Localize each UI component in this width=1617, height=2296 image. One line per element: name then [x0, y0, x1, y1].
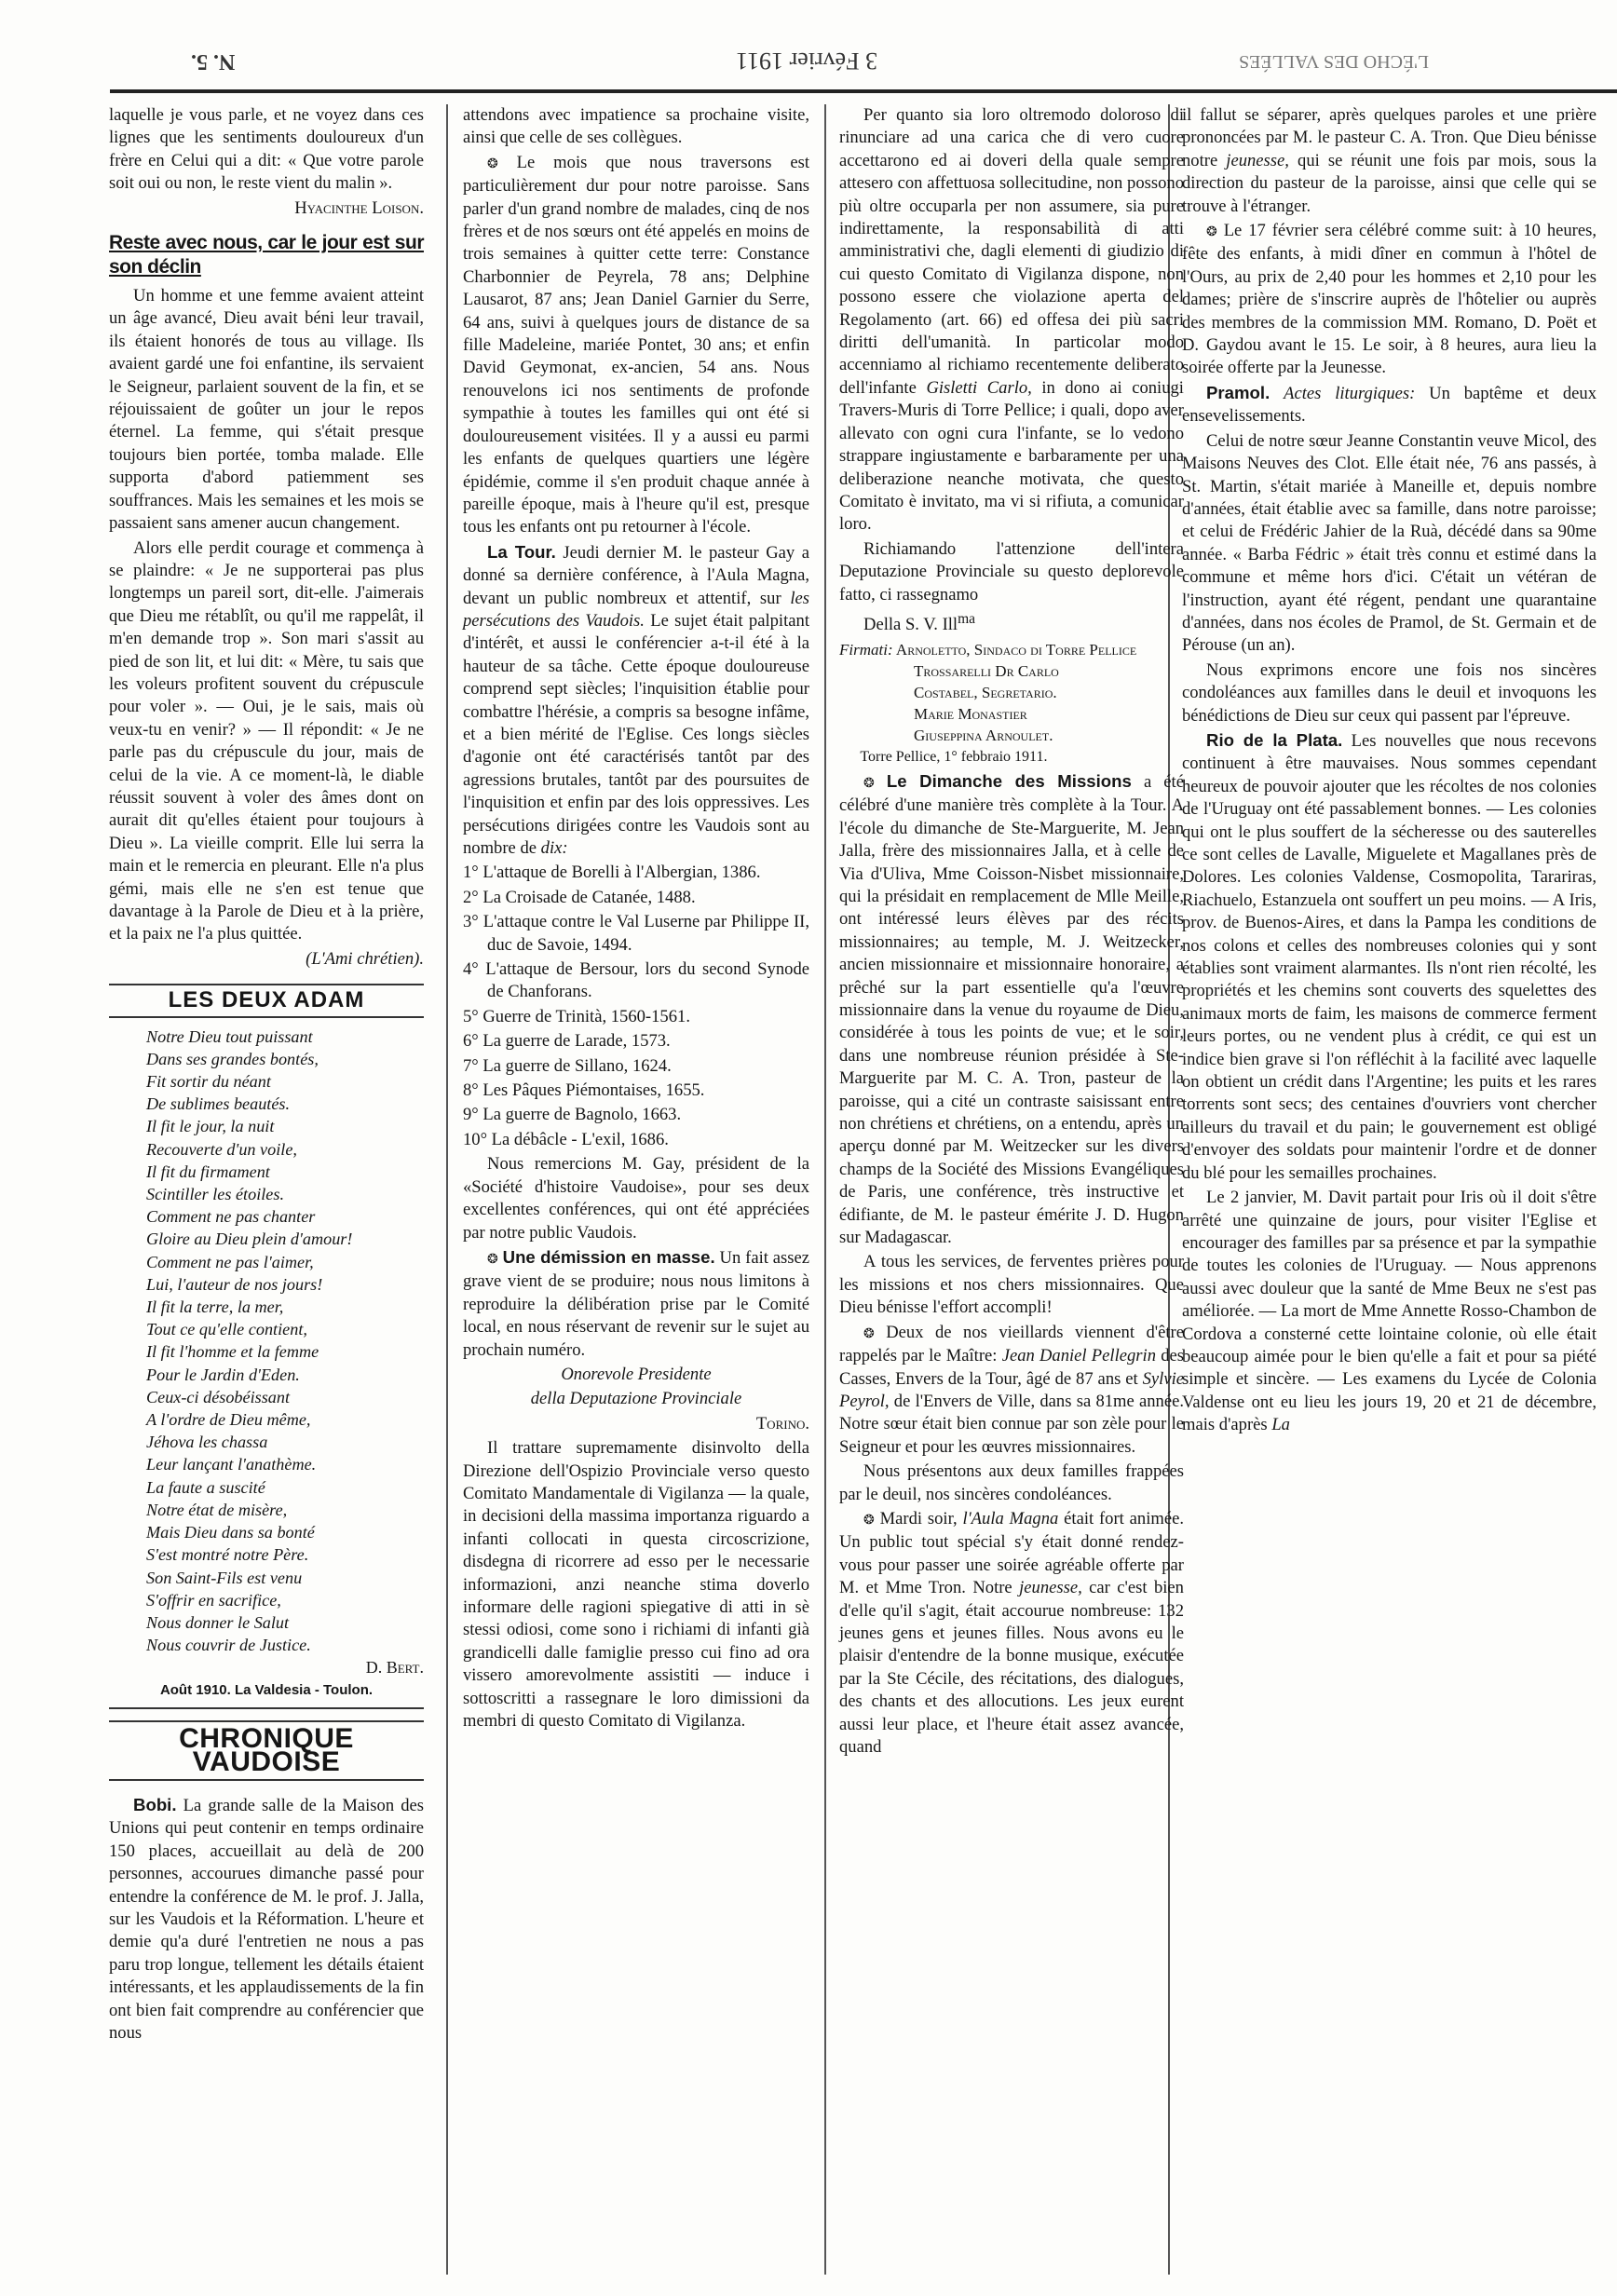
- poem-line: A l'ordre de Dieu même,: [146, 1410, 311, 1430]
- paragraph-text: Per quanto sia loro oltremodo doloroso di rinunciare ad una carica che di vero cuore accettarono ed ai doveri della quale sempre attesero con affettuosa sollecitudine, non possono più oltre occuparla per non assumere, sia pure indirettamente, la responsabilità di atti amministrativi che, dagli elementi di giudizio di cui questo Comitato di Vigilanza dispone, non possono essere che violazione aperta del Regolamento (art. 66) ed offesa dei più sacri diritti dell'umanità. In particolar modo accenniamo al richiamo recentemente deliberato dell'infante: [839, 105, 1184, 398]
- list-item: 9° La guerre de Bagnolo, 1663.: [463, 1105, 682, 1125]
- poem-line: Fit sortir du néant: [146, 1072, 271, 1092]
- italic-text: jeunesse,: [1226, 150, 1289, 170]
- signer-name: Trossarelli Dr Carlo: [914, 661, 1059, 680]
- paragraph: Nous présentons aux deux familles frappées par le deuil, nos sincères condoléances.: [839, 1461, 1184, 1504]
- paragraph-text: Deux de nos vieillards viennent d'être rappelés par le Maître:: [839, 1322, 1184, 1366]
- poem-line: Il fit la terre, la mer,: [146, 1297, 284, 1317]
- persecution-list: [463, 862, 809, 1151]
- list-item: 3° L'attaque contre le Val Luserne par Philippe II, duc de Savoie, 1494.: [463, 912, 809, 955]
- item-bullet-icon: ❂: [863, 1325, 875, 1341]
- poem-line: Nous couvrir de Justice.: [146, 1636, 311, 1655]
- paragraph-text: Mardi soir,: [879, 1508, 958, 1528]
- list-item: 6° La guerre de Larade, 1573.: [463, 1031, 671, 1052]
- column-4: [1182, 104, 1597, 1439]
- italic-text: dix:: [540, 838, 568, 858]
- item-bullet-icon: ❂: [1206, 224, 1217, 240]
- header-rule: [110, 89, 1617, 93]
- signer-name: Arnoletto, Sindaco di Torre Pellice: [895, 640, 1137, 659]
- italic-text: Sylvie Peyrol,: [839, 1368, 1184, 1411]
- paragraph: [463, 152, 809, 539]
- poem-source: Août 1910. La Valdesia - Toulon.: [109, 1679, 424, 1709]
- paragraph: Il trattare supremamente disinvolto della Direzione dell'Ospizio Provinciale verso questo Comitato Mandamentale di Vigilanza — la quale, in decisioni della massima importanza riguardo a infanti collocati in questa circoscrizione, disdegna di ricorrere ad esso per le necessarie informazioni, anzi neanche stima doverlo informare delle ragioni spiegative di atti in sè stessi odiosi, come sono i richiami di infanti già grandicelli dalle famiglie presso cui fino ad ora vissero amorevolmente assistiti — induce i sottoscritti a rassegnare le loro dimissioni da membri di questo Comitato di Vigilanza.: [463, 1438, 809, 1732]
- poem-line: Son Saint-Fils est venu: [146, 1568, 303, 1587]
- list-item: 10° La débâcle - L'exil, 1686.: [463, 1129, 669, 1149]
- paragraph: [109, 1794, 424, 2045]
- paragraph-text: était fort animée. Un public tout spécial s'y était donné rendez-vous pour passer une soirée agréable offerte par M. et Mme Tron. Notre: [839, 1508, 1185, 1598]
- paragraph: [463, 541, 809, 861]
- poem-line: Scintiller les étoiles.: [146, 1185, 284, 1204]
- poem-line: Dans ses grandes bontés,: [146, 1049, 319, 1068]
- list-item: 2° La Croisade de Catanée, 1488.: [463, 887, 696, 907]
- list-item: 7° La guerre de Sillano, 1624.: [463, 1055, 672, 1076]
- address-line: Torino.: [755, 1413, 809, 1433]
- paragraph-text: des Casses, Envers de la Tour, âgé de 87 ans et: [839, 1346, 1185, 1389]
- column-rule: [824, 104, 826, 2275]
- item-title: Le Dimanche des Missions: [886, 770, 1132, 791]
- italic-text: les persécutions des Vaudois.: [463, 588, 809, 631]
- salutation: [839, 608, 1184, 637]
- paper-name: L'ÉCHO DES VALLÉES: [1239, 51, 1429, 72]
- paragraph-text: Un fait assez grave vient de se produire; nous nous limitons à reproduire la délibération prise par le Comité local, en nous réservant de revenir sur le sujet au prochain numéro.: [463, 1247, 809, 1360]
- section-title: CHRONIQUE VAUDOISE: [109, 1720, 424, 1781]
- address-line: della Deputazione Provinciale: [530, 1389, 742, 1409]
- poem-line: Recouverte d'un voile,: [146, 1139, 297, 1159]
- paragraph: [463, 1246, 809, 1362]
- item-title: Une démission en masse.: [502, 1246, 715, 1267]
- place-name: Pramol.: [1206, 382, 1270, 402]
- paragraph: [1182, 1187, 1597, 1436]
- italic-text: Jean Daniel Pellegrin: [1001, 1346, 1156, 1366]
- paragraph: Richiamando l'attenzione dell'intera Deputazione Provinciale su questo deplorevole fatto, ci rassegnamo: [839, 538, 1184, 605]
- poem-line: Notre Dieu tout puissant: [146, 1026, 313, 1046]
- issue-date: 3 Février 1911: [736, 48, 878, 75]
- place-date: Torre Pellice, 1° febbraio 1911.: [860, 748, 1048, 765]
- signature: Hyacinthe Loison.: [294, 197, 424, 218]
- paragraph-text: Les nouvelles que nous recevons continuent à être mauvaises. Nous sommes cependant heureux de pouvoir ajouter que les récoltes de nos colonies de l'Uruguay ont été passablement bonnes. — Les colonies qui ont le plus souffert de la sécheresse ou des sauterelles ce sont celles de Lavalle, Miguelete et Magallanes près de Dolores. Les colonies Valdense, Cosmopolita, Tarariras, Riachuelo, Estanzuela ont souffert un peu moins. — A Iris, prov. de Buenos-Aires, et dans la Pampa les conditions de nos colons et celles des nombreuses colonies qui y sont établies sont vraiment alarmantes. Ils n'ont rien récolté, les propriétés et les chemins sont couverts des squelettes des animaux morts de faim, les maisons de commerce ferment leurs portes, ou ne vendent plus à crédit, ce qui est un indice bien grave si l'on réfléchit à la facilité avec laquelle on obtient un crédit dans l'Argentine; les puits et les rares torrents sont secs; des centaines d'ouvriers vont chercher ailleurs du travail et du pain; le gouvernement est obligé d'envoyer des soldats pour maintenir l'ordre et de donner du blé pour les semailles prochaines.: [1182, 730, 1597, 1183]
- list-item: 5° Guerre de Trinità, 1560-1561.: [463, 1006, 690, 1026]
- article-title: Reste avec nous, car le jour est sur son déclin: [109, 232, 424, 279]
- article-source: (L'Ami chrétien).: [306, 948, 424, 969]
- italic-text: l'Aula Magna: [962, 1508, 1059, 1528]
- poem-line: S'est montré notre Père.: [146, 1545, 309, 1565]
- page-number: N. 5.: [191, 49, 236, 74]
- paragraph: attendons avec impatience sa prochaine visite, ainsi que celle de ses collègues.: [463, 105, 809, 148]
- italic-text: Gisletti Carlo,: [926, 377, 1032, 398]
- list-item: 8° Les Pâques Piémontaises, 1655.: [463, 1080, 705, 1101]
- italic-text: jeunesse,: [1019, 1578, 1082, 1598]
- poem-line: Il fit du firmament: [146, 1162, 270, 1181]
- poem-line: Mais Dieu dans sa bonté: [146, 1523, 315, 1542]
- paragraph: A tous les services, de ferventes prières pour les missions et nos chers missionnaires. Que Dieu bénisse l'effort accompli!: [839, 1252, 1184, 1318]
- poem-line: Lui, l'auteur de nos jours!: [146, 1274, 323, 1294]
- signers-list: [839, 639, 1184, 746]
- signer-name: Marie Monastier: [914, 704, 1027, 723]
- poem-line: Tout ce qu'elle contient,: [146, 1320, 307, 1339]
- place-name: La Tour.: [487, 541, 556, 562]
- salutation-sup: ma: [958, 610, 976, 627]
- place-name: Bobi.: [133, 1794, 177, 1814]
- item-bullet-icon: ❂: [487, 1251, 498, 1267]
- paragraph: [1182, 104, 1597, 218]
- paragraph: Nous exprimons encore une fois nos sincères condoléances aux familles dans le deuil et invoquons les bénédictions de Dieu sur ceux qui passent par l'épreuve.: [1182, 659, 1597, 726]
- paragraph-text: il fallut se séparer, après quelques paroles et une prière prononcées par M. le pasteur C. A. Tron. Que Dieu bénisse notre: [1182, 105, 1597, 170]
- poem-line: Comment ne pas l'aimer,: [146, 1252, 314, 1271]
- paragraph-text: Jeudi dernier M. le pasteur Gay a donné sa dernière conférence, à l'Aula Magna, devant un public nombreux et attentif, sur: [463, 542, 809, 608]
- paragraph-text: Le sujet était palpitant d'intérêt, et aussi le conférencier a-t-il été à la hauteur de sa tâche. Cette époque douloureuse comprend sept siècles; l'inquisition établie pour combattre l'hérésie, a compris sa besogne infâme, et a bien mérité de l'Eglise. Ces longs siècles d'agonie ont été caractérisés tantôt par des agressions brutales, tantôt par des poursuites de l'inquisition et enfin par des lois oppressives. Les persécutions dirigées contre les Vaudois sont au nombre de: [463, 610, 809, 858]
- item-bullet-icon: ❂: [487, 156, 498, 171]
- column-rule: [446, 104, 448, 2275]
- paragraph: [839, 1508, 1184, 1759]
- column-3: [839, 104, 1184, 1760]
- paragraph: Nous remercions M. Gay, président de la «Société d'histoire Vaudoise», pour ses deux excellentes conférences, qui ont été appréciées par notre public Vaudois.: [463, 1154, 809, 1243]
- poem-line: Notre état de misère,: [146, 1500, 288, 1519]
- paragraph-text: de l'Envers de Ville, dans sa 81me année. Notre sœur était bien connue par son zèle pour le Seigneur et pour les œuvres missionnaires.: [839, 1391, 1184, 1457]
- paragraph: [1182, 220, 1597, 380]
- poem-line: Gloire au Dieu plein d'amour!: [146, 1230, 353, 1249]
- address-line: Onorevole Presidente: [561, 1364, 712, 1384]
- poem-line: Ceux-ci désobéissant: [146, 1387, 291, 1406]
- signers-label: Firmati:: [839, 640, 893, 659]
- item-bullet-icon: ❂: [863, 1512, 875, 1528]
- poem-line: Comment ne pas chanter: [146, 1207, 316, 1227]
- poem-line: Jéhova les chassa: [146, 1433, 268, 1452]
- paragraph: [839, 104, 1184, 537]
- place-name: Rio de la Plata.: [1206, 729, 1343, 750]
- paragraph: [1182, 382, 1597, 428]
- paragraph-text: Le mois que nous traversons est particulièrement dur pour notre paroisse. Sans parler d'un grand nombre de malades, cinq de nos frères et de nos sœurs ont été appelés en moins de trois semaines à quitter cette terre: Constance Charbonnier de Peyrela, 78 ans; Delphine Lausarot, 87 ans; Jean Daniel Garnier du Serre, 64 ans, suivi à quelques jours de distance de sa fille Madeleine, mariée Pontet, 30 ans; et enfin David Geymonat, ex-ancien, 54 ans. Nous renouvelons ici nos sentiments de profonde sympathie à toutes les familles qui ont été si douloureusement visitées. Il y a aussi eu parmi les enfants de quelques quartiers une légère épidémie, comme il s'en produit chaque année à pareille époque, mais à l'heure qu'il est, presque tous les enfants ont pu retourner à l'école.: [463, 152, 809, 537]
- paragraph-text: Un baptême et deux ensevelissements.: [1182, 383, 1597, 427]
- poem-title: LES DEUX ADAM: [109, 984, 424, 1017]
- paragraph-text: a été célébré d'une manière très complète à la Tour. A l'école du dimanche de Ste-Marguerite, M. Jean Jalla, frère des missionnaires Jalla, et à celle de Via d'Uliva, Mme Coisson-Nisbet missionnaire, qui la présidait en remplacement de Mlle Meille, ont intéressé leurs élèves par des récits missionnaires; au temple, M. J. Weitzecker, ancien missionnaire et missionnaire honoraire, a prêché sur la part essentielle qu'a l'œuvre missionnaire dans la venue du royaume de Dieu, considérée à tous les points de vue; et le soir, dans une nombreuse réunion présidée à Ste-Marguerite par M. C. A. Tron, pasteur de la paroisse, qui a cité un contraste saisissant entre non chrétiens et chrétiens, on a entendu, après un aperçu donné par M. Weitzecker sur les divers champs de la Société des Missions Evangéliques de Paris, une conférence, très instructive et édifiante, de M. le pasteur émérite J. D. Hugon sur Madagascar.: [839, 771, 1184, 1248]
- poem-line: Pour le Jardin d'Eden.: [146, 1365, 300, 1384]
- paragraph: [1182, 729, 1597, 1185]
- paragraph-text: car c'est bien d'elle qu'il s'agit, était accourue nombreuse: 132 jeunes gens et jeunes filles. Nous avons eu le plaisir d'entendre de la bonne musique, exécutée par la Ste Cécile, des récitations, des dialogues, des chants et des allocutions. Les jeux eurent aussi leur place, et l'heure était assez avancée, quand: [839, 1578, 1184, 1757]
- paragraph-text: La grande salle de la Maison des Unions qui peut contenir en temps ordinaire 150 places, accueillait au delà de 200 personnes, accourues dimanche passé pour entendre la conférence de M. le prof. J. Jalla, sur les Vaudois et la Réformation. L'heure et demie qu'a duré l'entretien ne nous a pas paru trop longue, tellement les détails étaient intéressants, et les applaudissements de la fin ont bien fait comprendre au conférencier que nous: [109, 1795, 425, 2043]
- column-2: [463, 104, 809, 1734]
- signer-line: [839, 639, 1184, 660]
- salutation-text: Della S. V. Ill: [863, 615, 958, 635]
- list-item: 1° L'attaque de Borelli à l'Albergian, 1386.: [463, 863, 761, 883]
- paragraph-text: qui se réunit une fois par mois, sous la direction du pasteur de la paroisse, ainsi que celle qui se trouve à l'étranger.: [1182, 150, 1597, 216]
- paragraph-text: Le 17 février sera célébré comme suit: à 10 heures, fête des enfants, à midi dîner en commun à l'hôtel de l'Ours, au prix de 2,40 pour les hommes et 2,10 pour les dames; prière de s'inscrire auprès de l'hôtelier ou auprès des membres de la commission MM. Romano, D. Poët et D. Gaydou avant le 15. Le soir, à 8 heures, aura lieu la soirée offerte par la Jeunesse.: [1182, 221, 1597, 378]
- poem-signature: D. Bert.: [365, 1658, 424, 1678]
- paragraph: [839, 770, 1184, 1250]
- poem-line: S'offrir en sacrifice,: [146, 1590, 281, 1610]
- poem-line: Il fit le jour, la nuit: [146, 1117, 275, 1136]
- poem: [109, 1026, 424, 1657]
- paragraph: Alors elle perdit courage et commença à se plaindre: « Je ne supporterai pas plus longtemps un pareil sort, dit-elle. J'aimerais que Dieu me rétablît, ou qu'il me rappelât, il m'en demande trop ». Son mari s'assit au pied de son lit, et lui dit: « Mère, tu sais que les voleurs profitent souvent du crépuscule pour voler ». — Oui, je le sais, mais où veux-tu en venir? » — Il répondit: « Je ne parle pas du crépuscule du jour, mais de celui de la vie. A ce moment-là, le diable réussit souvent à voler des âmes dont on aurait dit qu'elles étaient pour toujours à Dieu ». La vieille comprit. Elle lui serra la main et le remercia en pleurant. Elle n'a plus gémi, mais elle ne s'en est tenue que davantage à la Parole de Dieu et à la prière, et la paix ne l'a plus quittée.: [109, 537, 424, 944]
- item-bullet-icon: ❂: [863, 775, 875, 791]
- signer-name: Costabel, Segretario.: [914, 683, 1057, 701]
- poem-line: La faute a suscité: [146, 1477, 265, 1497]
- poem-line: Leur lançant l'anathème.: [146, 1455, 317, 1474]
- paragraph-text: Le 2 janvier, M. Davit partait pour Iris où il doit s'être arrêté une quinzaine de jours, pour visiter l'Eglise et encourager des familles par sa présence et par la sympathie de toutes les colonies de l'Uruguay. — Nous apprenons aussi avec douleur que la santé de Mme Beux ne s'est pas améliorée. — La mort de Mme Annette Rosso-Chambon de Cordova a consterné cette lointaine colonie, où elle était beaucoup aimée pour le bien qu'elle a fait et pour sa piété simple et sincère. — Les examens du Lycée de Colonia Valdense ont eu lieu les jours 19, 20 et 21 de décembre, mais d'après: [1182, 1188, 1597, 1435]
- paragraph: laquelle je vous parle, et ne voyez dans ces lignes que les sentiments douloureux d'un frère en Celui qui a dit: « Que votre parole soit oui ou non, le reste vient du malin ».: [109, 105, 424, 194]
- poem-line: De sublimes beautés.: [146, 1094, 291, 1114]
- signer-name: Giuseppina Arnoulet.: [914, 726, 1053, 744]
- column-1: [109, 104, 424, 2046]
- paragraph: [839, 1322, 1184, 1459]
- paragraph: Celui de notre sœur Jeanne Constantin veuve Micol, des Maisons Neuves des Clot. Elle était née, 76 ans passés, à St. Martin, s'était mariée à Maneille et, depuis nombre d'années, était établie avec sa famille, dans notre paroisse; et celui de Frédéric Jahier de la Ruà, décédé dans sa 90me année. « Barba Fédric » était très connu et estimé dans la commune et même hors d'ici. C'était un vétéran de l'instruction, ayant été régent, pendant une quarantaine d'années, dans nos écoles de Pramol, de St. Germain et de Pérouse (un an).: [1182, 430, 1597, 656]
- poem-line: Nous donner le Salut: [146, 1612, 290, 1632]
- paragraph-text: in dono ai coniugi Travers-Muris di Torre Pellice; i quali, dopo aver allevato con ogni cura l'infante, se lo vedono strappare ingiustamente e barbaramente per una deliberazione neanche motivata, che questo Comitato è invitato, ma vi si rifiuta, a comunicar loro.: [839, 377, 1184, 535]
- paragraph: Un homme et une femme avaient atteint un âge avancé, Dieu avait béni leur travail, ils étaient honorés de tous au village. Ils avaient gardé une foi enfantine, ils servaient le Seigneur, parlaient souvent de la fin, et se réjouissaient de goûter un jour le repos éternel. La femme, qui s'était presque toujours bien portée, tomba malade. Elle supporta d'abord patiemment ses souffrances. Mais les semaines et les mois se passaient sans amener aucun changement.: [109, 286, 424, 534]
- italic-text: Actes liturgiques:: [1284, 383, 1416, 403]
- poem-line: Il fit l'homme et la femme: [146, 1342, 319, 1362]
- list-item: 4° L'attaque de Bersour, lors du second Synode de Chanforans.: [463, 959, 809, 1002]
- italic-text: La: [1271, 1415, 1290, 1435]
